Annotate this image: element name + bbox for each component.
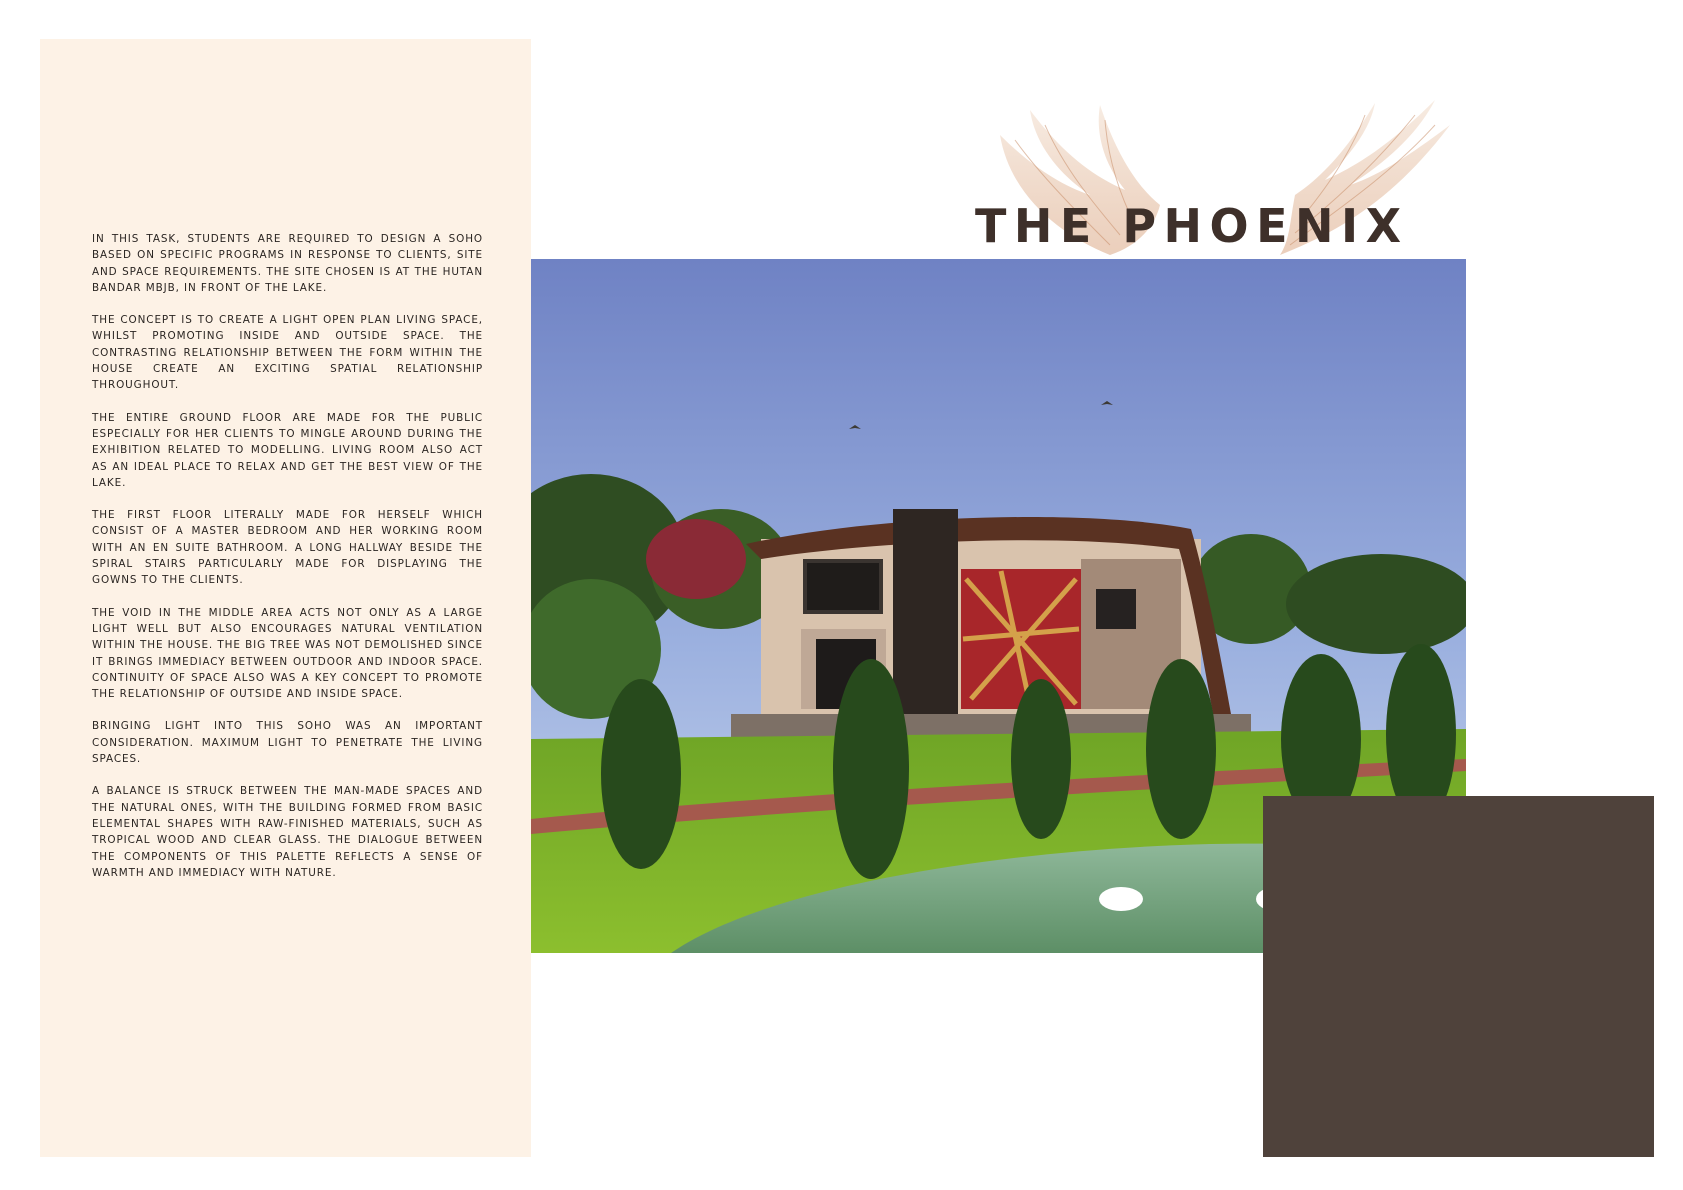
- paragraph-concept: THE CONCEPT IS TO CREATE A LIGHT OPEN PLAN LIVING SPACE, WHILST PROMOTING INSIDE AND OUTSIDE SPACE. THE CONTRASTING RELATIONSHIP BETWEEN THE FORM WITHIN THE HOUSE CREATE AN EXCITING SPATIAL RELATIONSHIP THROUGHOUT.: [92, 314, 483, 392]
- paragraph-void: THE VOID IN THE MIDDLE AREA ACTS NOT ONLY AS A LARGE LIGHT WELL BUT ALSO ENCOURAGES NATURAL VENTILATION WITHIN THE HOUSE. THE BIG TREE WAS NOT DEMOLISHED SINCE IT BRINGS IMMEDIACY BETWEEN OUTDOOR AND INDOOR SPACE. CONTINUITY OF SPACE ALSO WAS A KEY CONCEPT TO PROMOTE THE RELATIONSHIP OF OUTSIDE AND INSIDE SPACE.: [92, 606, 483, 701]
- text-panel: [40, 39, 531, 1157]
- paragraph-first-floor: THE FIRST FLOOR LITERALLY MADE FOR HERSELF WHICH CONSIST OF A MASTER BEDROOM AND HER WORKING ROOM WITH AN EN SUITE BATHROOM. A LONG HALLWAY BESIDE THE SPIRAL STAIRS PARTICULARLY MADE FOR DISPLAYING THE GOWNS TO THE CLIENTS.: [92, 509, 483, 587]
- accent-block: [1263, 796, 1654, 1157]
- paragraph-light: BRINGING LIGHT INTO THIS SOHO WAS AN IMPORTANT CONSIDERATION. MAXIMUM LIGHT TO PENETRATE THE LIVING SPACES.: [92, 720, 483, 766]
- paragraph-balance: A BALANCE IS STRUCK BETWEEN THE MAN-MADE SPACES AND THE NATURAL ONES, WITH THE BUILDING FORMED FROM BASIC ELEMENTAL SHAPES WITH RAW-FINISHED MATERIALS, SUCH AS TROPICAL WOOD AND CLEAR GLASS. THE DIALOGUE BETWEEN THE COMPONENTS OF THIS PALETTE REFLECTS A SENSE OF WARMTH AND IMMEDIACY WITH NATURE.: [92, 785, 483, 879]
- paragraph-ground-floor: THE ENTIRE GROUND FLOOR ARE MADE FOR THE PUBLIC ESPECIALLY FOR HER CLIENTS TO MINGLE AROUND DURING THE EXHIBITION RELATED TO MODELLING. LIVING ROOM ALSO ACT AS AN IDEAL PLACE TO RELAX AND GET THE BEST VIEW OF THE LAKE.: [92, 411, 483, 489]
- page-title: THE PHOENIX: [975, 199, 1409, 253]
- paragraph-brief: IN THIS TASK, STUDENTS ARE REQUIRED TO DESIGN A SOHO BASED ON SPECIFIC PROGRAMS IN RESPONSE TO CLIENTS, SITE AND SPACE REQUIREMENTS. THE SITE CHOSEN IS AT THE HUTAN BANDAR MBJB, IN FRONT OF THE LAKE.: [92, 233, 483, 294]
- description-text: [92, 231, 483, 897]
